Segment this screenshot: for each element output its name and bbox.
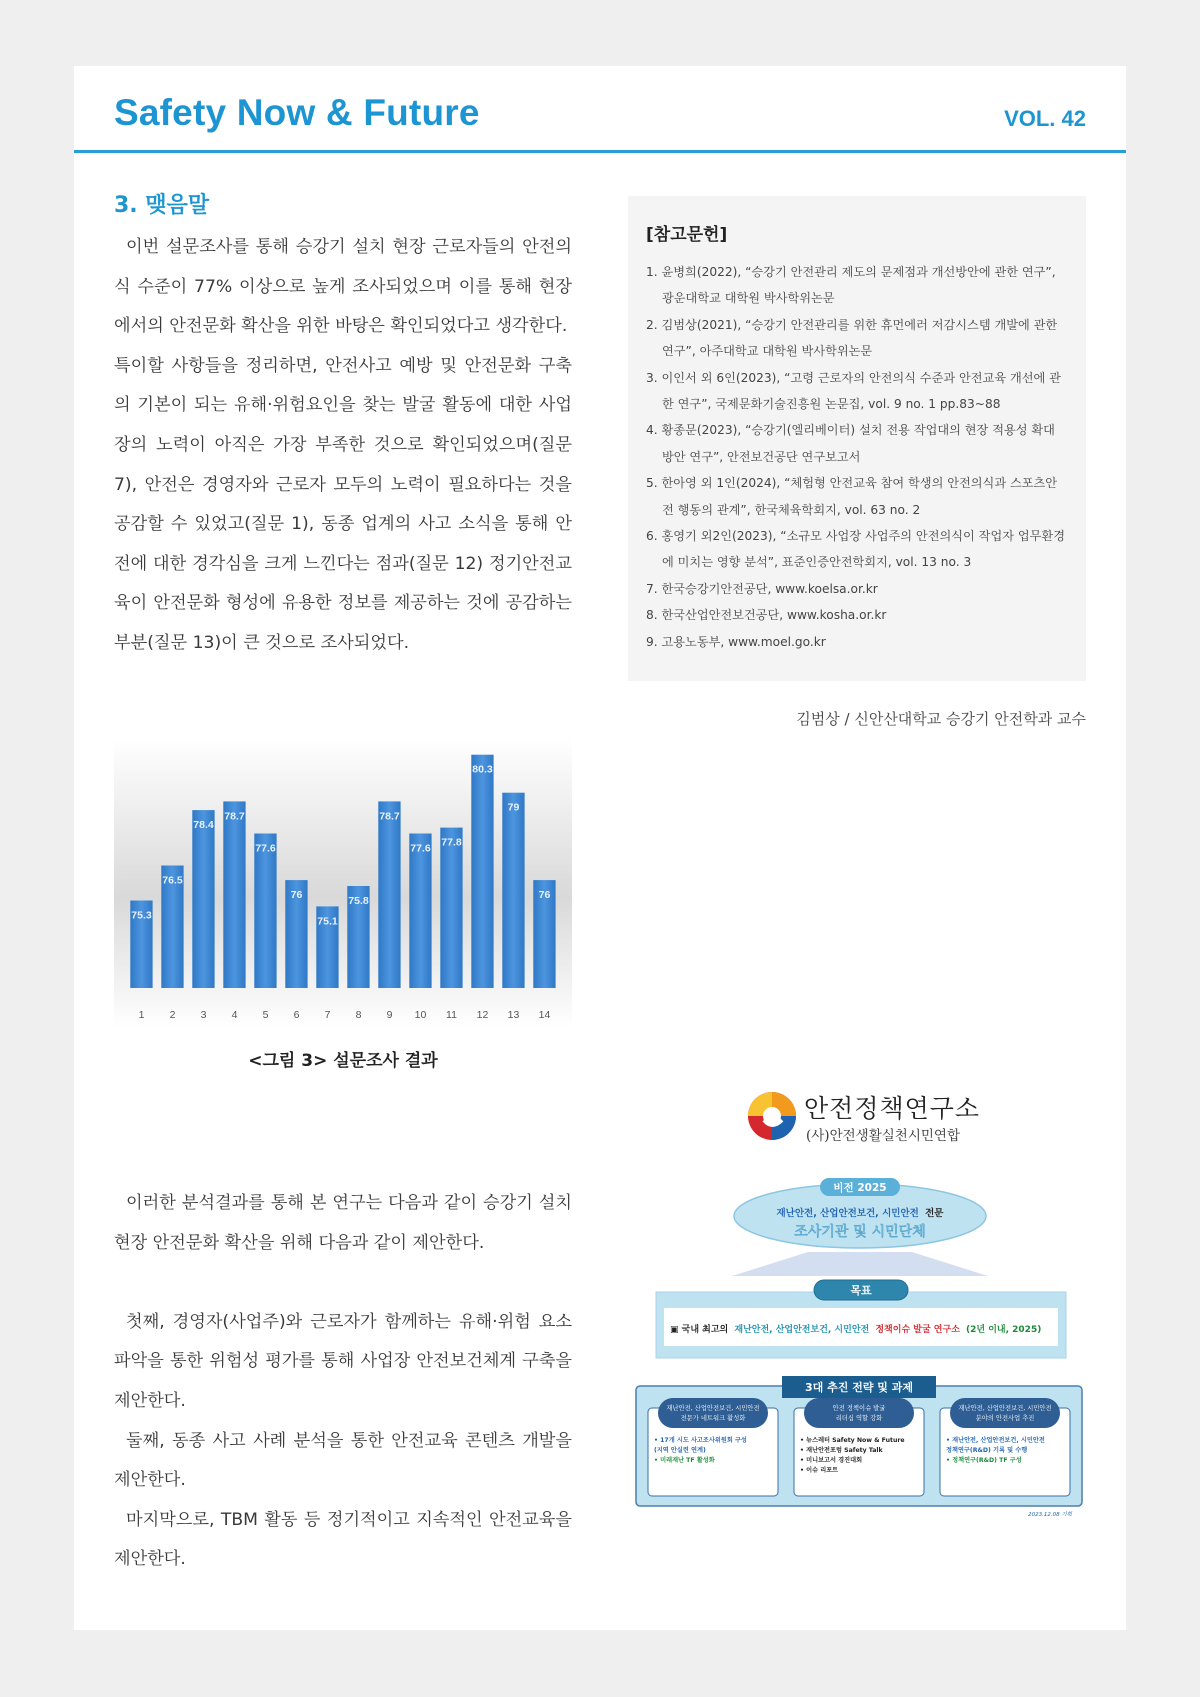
paragraph: 마지막으로, TBM 활동 등 정기적이고 지속적인 안전교육을 제안한다. bbox=[114, 1509, 572, 1570]
goal-part-a: ▣ 국내 최고의 bbox=[670, 1325, 729, 1335]
vision-line-2: 조사기관 및 시민단체 bbox=[794, 1224, 926, 1240]
bar-value-label: 76 bbox=[290, 889, 303, 902]
references-title: [참고문헌] bbox=[646, 225, 728, 245]
bar-9 bbox=[378, 801, 400, 988]
bar-value-label: 78.7 bbox=[379, 810, 400, 823]
vision-line-1 bbox=[777, 1207, 945, 1219]
bar-value-label: 78.4 bbox=[193, 819, 214, 832]
vision-fields: 재난안전, 산업안전보건, 시민안전 bbox=[776, 1208, 919, 1219]
reference-item: 4. 황종문(2023), “승강기(엘리베이터) 설치 전용 작업대의 현장 적용성 확대 방안 연구”, 안전보건공단 연구보고서 bbox=[646, 423, 1055, 464]
bar-11 bbox=[440, 828, 462, 988]
pillar-item: • 정책연구(R&D) TF 구성 bbox=[946, 1457, 1022, 1464]
vision-diagram bbox=[628, 1086, 1086, 1516]
reference-item: 7. 한국승강기안전공단, www.koelsa.or.kr bbox=[646, 581, 878, 596]
newsletter-title: Safety Now & Future bbox=[114, 92, 480, 133]
bar-value-label: 77.8 bbox=[441, 836, 462, 849]
bar-value-label: 75.3 bbox=[131, 909, 152, 922]
reference-item: 2. 김범상(2021), “승강기 안전관리를 위한 휴먼에러 저감시스템 개발에 관한 연구”, 아주대학교 대학원 박사학위논문 bbox=[646, 317, 1058, 359]
x-tick-label: 3 bbox=[200, 1009, 207, 1021]
intro-text bbox=[114, 228, 572, 664]
newsletter-page bbox=[74, 66, 1126, 1630]
paragraph: 이러한 분석결과를 통해 본 연구는 다음과 같이 승강기 설치 현장 안전문화 확산을 위해 다음과 같이 제안한다. bbox=[114, 1193, 572, 1253]
pillar-title-line: 분야의 안전사업 추진 bbox=[975, 1415, 1035, 1422]
institute-name: 안전정책연구소 bbox=[804, 1094, 981, 1123]
x-tick-label: 12 bbox=[476, 1009, 489, 1021]
strategy-label: 3대 추진 전략 및 과제 bbox=[805, 1381, 913, 1394]
goal-part-d: (2년 이내, 2025) bbox=[966, 1325, 1042, 1335]
x-tick-label: 7 bbox=[324, 1009, 331, 1021]
date-note: 2023.12.08 기획 bbox=[1028, 1512, 1072, 1516]
pillar-item: • 미래재난 TF 활성화 bbox=[654, 1457, 715, 1464]
goal-label: 목표 bbox=[850, 1284, 872, 1297]
reference-item: 8. 한국산업안전보건공단, www.kosha.or.kr bbox=[646, 608, 887, 623]
pillar-item: • 재난안전포럼 Safety Talk bbox=[800, 1447, 883, 1454]
vision-expert: 전문 bbox=[925, 1208, 944, 1219]
bar-13 bbox=[502, 793, 524, 988]
pillar-title-line: 전문가 네트워크 활성화 bbox=[680, 1415, 746, 1422]
bar-value-label: 79 bbox=[507, 801, 520, 814]
pillar-item: • 17개 시도 사고조사위원회 구성 bbox=[654, 1437, 747, 1444]
pillar-item: • 이슈 리포트 bbox=[800, 1467, 839, 1474]
reference-item: 5. 한아영 외 1인(2024), “체험형 안전교육 참여 학생의 안전의식과 스포츠안전 행동의 관계”, 한국체육학회지, vol. 63 no. 2 bbox=[646, 476, 1058, 517]
pillar-title-line: 안전 정책이슈 발굴 bbox=[832, 1405, 886, 1412]
x-tick-label: 14 bbox=[538, 1009, 551, 1021]
x-tick-label: 5 bbox=[262, 1009, 269, 1021]
x-tick-label: 6 bbox=[293, 1009, 300, 1021]
references-list bbox=[646, 259, 1068, 655]
bar-value-label: 77.6 bbox=[255, 842, 276, 855]
institute-subtitle: (사)안전생활실천시민연합 bbox=[806, 1128, 960, 1144]
reference-item: 9. 고용노동부, www.moel.go.kr bbox=[646, 634, 826, 649]
bar-value-label: 77.6 bbox=[410, 842, 431, 855]
pillar-item: • 뉴스레터 Safety Now & Future bbox=[800, 1437, 905, 1444]
x-tick-label: 10 bbox=[414, 1009, 427, 1021]
pillar-item: • 미니보고서 경진대회 bbox=[800, 1457, 863, 1464]
section-title: 3. 맺음말 bbox=[114, 193, 210, 218]
volume-number: VOL. 42 bbox=[1004, 106, 1086, 131]
vision-connector bbox=[732, 1252, 988, 1276]
pillar-title-line: 재난안전, 산업안전보건, 시민안전 bbox=[958, 1405, 1052, 1412]
bar-5 bbox=[254, 834, 276, 989]
reference-item: 6. 홍영기 외2인(2023), “소규모 사업장 사업주의 안전의식이 작업자 업무환경에 미치는 영향 분석”, 표준인증안전학회지, vol. 13 no. 3 bbox=[646, 529, 1065, 570]
bar-value-label: 78.7 bbox=[224, 810, 245, 823]
survey-bar-chart bbox=[114, 738, 572, 1028]
conclusion-text bbox=[114, 1184, 572, 1580]
bar-value-label: 75.8 bbox=[348, 895, 369, 907]
pillar-header bbox=[658, 1398, 768, 1428]
figure-caption: <그림 3> 설문조사 결과 bbox=[248, 1051, 438, 1071]
pillar-title-line: 재난안전, 산업안전보건, 시민안전 bbox=[666, 1405, 760, 1412]
vision-label: 비전 2025 bbox=[833, 1182, 887, 1194]
page-header bbox=[74, 66, 1126, 153]
paragraph: 이번 설문조사를 통해 승강기 설치 현장 근로자들의 안전의식 수준이 77% 이상으로 높게 조사되었으며 이를 통해 현장에서의 안전문화 확산을 위한 바탕은 확인되었다고 생각한다. bbox=[114, 237, 572, 337]
goal-text bbox=[670, 1323, 1041, 1335]
bar-value-label: 80.3 bbox=[472, 763, 493, 776]
bar-10 bbox=[409, 834, 431, 989]
bar-4 bbox=[223, 801, 245, 988]
x-tick-label: 13 bbox=[507, 1009, 520, 1021]
goal-part-b: 재난안전, 산업안전보건, 시민안전 bbox=[734, 1325, 870, 1335]
paragraph: 첫째, 경영자(사업주)와 근로자가 함께하는 유해·위험 요소 파악을 통한 위험성 평가를 통해 사업장 안전보건체계 구축을 제안한다. bbox=[114, 1311, 572, 1411]
pillar-item: 정책연구(R&D) 기록 및 수행 bbox=[946, 1447, 1028, 1454]
bar-value-label: 75.1 bbox=[317, 915, 338, 928]
x-tick-label: 8 bbox=[355, 1009, 362, 1021]
goal-part-c: 정책이슈 발굴 연구소 bbox=[875, 1325, 960, 1335]
x-tick-label: 11 bbox=[446, 1009, 457, 1021]
pillar-header bbox=[804, 1398, 914, 1428]
bar-12 bbox=[471, 755, 493, 988]
pillar-header bbox=[950, 1398, 1060, 1428]
reference-item: 1. 윤병희(2022), “승강기 안전관리 제도의 문제점과 개선방안에 관한 연구”, 광운대학교 대학원 박사학위논문 bbox=[646, 265, 1056, 306]
x-tick-label: 4 bbox=[231, 1009, 238, 1021]
pillar-item: • 재난안전, 산업안전보건, 시민안전 bbox=[946, 1437, 1045, 1444]
x-tick-label: 9 bbox=[386, 1009, 393, 1021]
author-credit: 김범상 / 신안산대학교 승강기 안전학과 교수 bbox=[796, 710, 1086, 728]
paragraph: 특이할 사항들을 정리하면, 안전사고 예방 및 안전문화 구축의 기본이 되는 유해·위험요인을 찾는 발굴 활동에 대한 사업장의 노력이 아직은 가장 부족한 것으로 확인되었으며(질문 7), 안전은 경영자와 근로자 모두의 노력이 필요하다는 것을 공감할 수 있었고(질문 1), 동종 업계의 사고 소식을 통해 안전에 대한 경각심을 크게 느낀다는 점과(질문 12) 정기안전교육이 안전문화 형성에 유용한 정보를 제공하는 것에 공감하는 부분(질문 13)이 큰 것으로 조사되었다. bbox=[114, 355, 572, 653]
references-box bbox=[628, 196, 1086, 681]
pillar-item: (지역 안실련 연계) bbox=[654, 1447, 706, 1454]
bar-value-label: 76.5 bbox=[162, 874, 183, 887]
bar-value-label: 76 bbox=[538, 889, 551, 902]
reference-item: 3. 이인서 외 6인(2023), “고령 근로자의 안전의식 수준과 안전교육 개선에 관한 연구”, 국제문화기술진흥원 논문집, vol. 9 no. 1 pp.83~88 bbox=[646, 370, 1061, 412]
paragraph: 둘째, 동종 사고 사례 분석을 통한 안전교육 콘텐츠 개발을 제안한다. bbox=[114, 1430, 572, 1491]
x-tick-label: 2 bbox=[169, 1009, 176, 1021]
x-tick-label: 1 bbox=[138, 1009, 145, 1021]
pillar-title-line: 리더십 역할 강화 bbox=[835, 1415, 883, 1422]
bar-3 bbox=[192, 810, 214, 988]
